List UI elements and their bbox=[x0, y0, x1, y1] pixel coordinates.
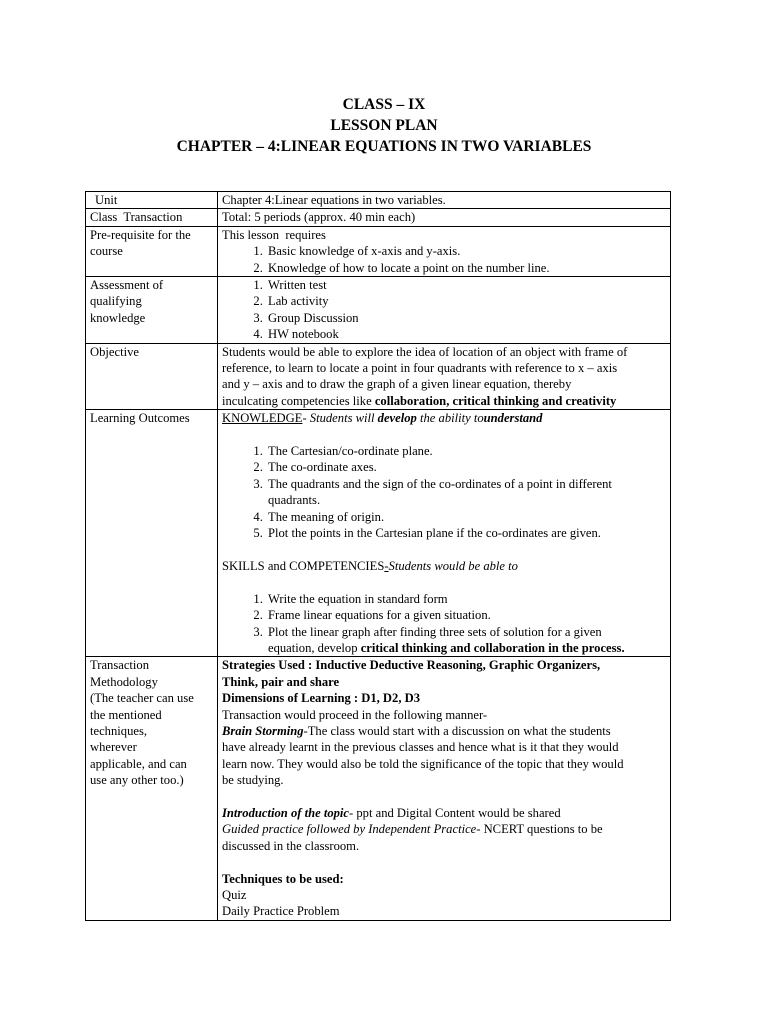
brainstorm-text: be studying. bbox=[222, 773, 284, 788]
transaction-label: use any other too.) bbox=[90, 773, 184, 788]
skills-cont-plain: equation, develop bbox=[268, 640, 361, 655]
introduction-text: - ppt and Digital Content would be shared bbox=[349, 805, 561, 820]
table-row-transaction-methodology bbox=[86, 657, 671, 920]
class-transaction-label-cell bbox=[86, 209, 218, 226]
assessment-label: Assessment of bbox=[90, 278, 164, 293]
transaction-label: techniques, bbox=[90, 723, 148, 738]
spacer bbox=[222, 789, 666, 805]
list-item: 2. Lab activity bbox=[266, 293, 666, 309]
transaction-label: wherever bbox=[90, 740, 137, 755]
objective-text: reference, to learn to locate a point in four quadrants with reference to x – axis bbox=[222, 361, 618, 376]
prerequisite-label-cell bbox=[86, 226, 218, 276]
transaction-label: Transaction bbox=[90, 658, 150, 673]
knowledge-list bbox=[222, 443, 666, 541]
prerequisite-list bbox=[222, 243, 666, 276]
skills-heading-line bbox=[222, 558, 666, 574]
list-item: 1. Basic knowledge of x-axis and y-axis. bbox=[266, 243, 666, 259]
list-item: 2. Knowledge of how to locate a point on the number line. bbox=[266, 260, 666, 276]
lesson-plan-title: LESSON PLAN bbox=[330, 117, 438, 134]
transaction-label: (The teacher can use bbox=[90, 691, 194, 706]
assessment-label: knowledge bbox=[90, 310, 146, 325]
knowledge-heading-line bbox=[222, 410, 666, 426]
chapter-title: CHAPTER – 4:LINEAR EQUATIONS IN TWO VARIABLES bbox=[176, 138, 592, 155]
table-row-learning-outcomes bbox=[86, 410, 671, 657]
learning-outcomes-label: Learning Outcomes bbox=[90, 411, 190, 426]
list-item: 3. Group Discussion bbox=[266, 310, 666, 326]
list-item: 1. The Cartesian/co-ordinate plane. bbox=[266, 443, 666, 459]
prerequisite-label: Pre-requisite for the bbox=[90, 227, 191, 242]
objective-competencies: collaboration, critical thinking and creativity bbox=[374, 393, 617, 408]
table-row-unit bbox=[86, 192, 671, 209]
technique-item: Daily Practice Problem bbox=[222, 904, 340, 919]
transaction-value-cell bbox=[218, 657, 671, 920]
objective-label-cell bbox=[86, 343, 218, 410]
knowledge-heading: KNOWLEDGE bbox=[222, 411, 303, 426]
list-item: 4. HW notebook bbox=[266, 326, 666, 342]
spacer bbox=[222, 854, 666, 870]
transaction-label: applicable, and can bbox=[90, 756, 187, 771]
transaction-label: the mentioned bbox=[90, 707, 162, 722]
skills-cont-bold: critical thinking and collaboration in the process. bbox=[360, 640, 625, 655]
brainstorm-text: -The class would start with a discussion on what the students bbox=[303, 723, 611, 738]
knowledge-understand: understand bbox=[483, 411, 543, 426]
objective-text: and y – axis and to draw the graph of a given linear equation, thereby bbox=[222, 377, 572, 392]
skills-intro: Students would be able to bbox=[388, 558, 518, 573]
table-row-assessment bbox=[86, 277, 671, 344]
prerequisite-intro: This lesson requires bbox=[222, 227, 326, 242]
strategies-used: Strategies Used : Inductive Deductive Reasoning, Graphic Organizers, bbox=[222, 658, 601, 673]
list-item bbox=[266, 476, 666, 509]
technique-item: Quiz bbox=[222, 887, 247, 902]
brainstorm-text: have already learnt in the previous classes and hence what is it that they would bbox=[222, 740, 619, 755]
brainstorm-heading: Brain Storming bbox=[222, 723, 304, 738]
knowledge-dash: - bbox=[302, 411, 310, 426]
brainstorm-line bbox=[222, 723, 666, 739]
unit-label-cell bbox=[86, 192, 218, 209]
table-row-prerequisite bbox=[86, 226, 671, 276]
dimensions-of-learning: Dimensions of Learning : D1, D2, D3 bbox=[222, 691, 421, 706]
skills-heading: SKILLS and COMPETENCIES bbox=[222, 558, 385, 573]
knowledge-ability: the ability to bbox=[416, 411, 484, 426]
list-item-text-cont bbox=[268, 640, 666, 656]
list-item-text: 3. The quadrants and the sign of the co-ordinates of a point in different bbox=[268, 476, 612, 491]
unit-label: Unit bbox=[95, 193, 118, 207]
guided-practice-text: NCERT questions to be bbox=[480, 822, 603, 837]
transaction-label-cell bbox=[86, 657, 218, 920]
objective-text-plain: inculcating competencies like bbox=[222, 393, 375, 408]
spacer bbox=[222, 427, 666, 443]
unit-value-cell bbox=[218, 192, 671, 209]
assessment-label-cell bbox=[86, 277, 218, 344]
class-transaction-value-cell bbox=[218, 209, 671, 226]
list-item: 2. Frame linear equations for a given situation. bbox=[266, 607, 666, 623]
class-transaction-label: Class Transaction bbox=[90, 210, 183, 225]
strategies-used: Think, pair and share bbox=[222, 674, 340, 689]
list-item bbox=[266, 624, 666, 657]
knowledge-develop: develop bbox=[377, 411, 417, 426]
objective-text bbox=[222, 393, 666, 409]
transaction-proceed: Transaction would proceed in the following manner- bbox=[222, 707, 488, 722]
objective-label: Objective bbox=[90, 344, 139, 359]
assessment-value-cell bbox=[218, 277, 671, 344]
introduction-heading: Introduction of the topic bbox=[222, 805, 350, 820]
list-item-text: 3. Plot the linear graph after finding three sets of solution for a given bbox=[268, 624, 602, 639]
lesson-plan-table bbox=[85, 191, 671, 921]
brainstorm-text: learn now. They would also be told the significance of the topic that they would bbox=[222, 756, 624, 771]
assessment-list bbox=[222, 277, 666, 343]
skills-list bbox=[222, 591, 666, 657]
class-transaction-value: Total: 5 periods (approx. 40 min each) bbox=[222, 210, 416, 225]
table-row-class-transaction bbox=[86, 209, 671, 226]
guided-practice-heading: Guided practice followed by Independent Practice- bbox=[222, 822, 481, 837]
list-item: 5. Plot the points in the Cartesian plane if the co-ordinates are given. bbox=[266, 525, 666, 541]
list-item: 1. Write the equation in standard form bbox=[266, 591, 666, 607]
list-item: 1. Written test bbox=[266, 277, 666, 293]
introduction-line bbox=[222, 805, 666, 821]
list-item-text-cont: quadrants. bbox=[268, 493, 321, 508]
techniques-heading: Techniques to be used: bbox=[222, 871, 344, 886]
learning-outcomes-label-cell bbox=[86, 410, 218, 657]
objective-value-cell bbox=[218, 343, 671, 410]
spacer bbox=[222, 574, 666, 590]
prerequisite-label: course bbox=[90, 244, 123, 259]
list-item: 4. The meaning of origin. bbox=[266, 509, 666, 525]
document-header bbox=[0, 94, 768, 157]
assessment-label: qualifying bbox=[90, 294, 142, 309]
objective-text: Students would be able to explore the idea of location of an object with frame of bbox=[222, 344, 628, 359]
unit-value: Chapter 4:Linear equations in two variables. bbox=[222, 193, 446, 207]
list-item: 2. The co-ordinate axes. bbox=[266, 459, 666, 475]
prerequisite-value-cell bbox=[218, 226, 671, 276]
learning-outcomes-value-cell bbox=[218, 410, 671, 657]
class-title: CLASS – IX bbox=[342, 96, 426, 113]
guided-practice-text: discussed in the classroom. bbox=[222, 838, 360, 853]
knowledge-students-will: Students will bbox=[309, 411, 378, 426]
spacer bbox=[222, 542, 666, 558]
guided-practice-line bbox=[222, 821, 666, 837]
table-row-objective bbox=[86, 343, 671, 410]
skills-dash: - bbox=[384, 558, 389, 573]
transaction-label: Methodology bbox=[90, 674, 158, 689]
